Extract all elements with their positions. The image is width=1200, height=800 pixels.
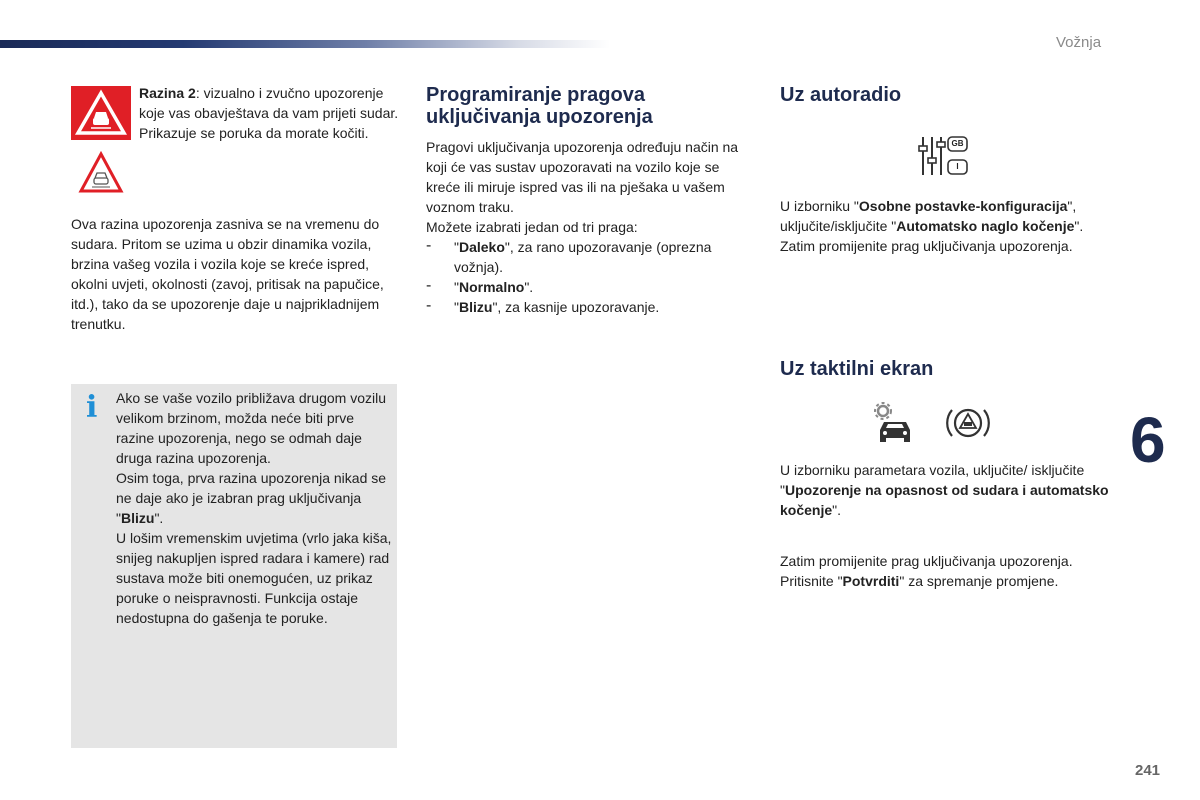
thresholds-section: Programiranje pragova uključivanja upozorenja Pragovi uključivanja upozorenja određuju način na koji će vas sustav upozoravati na vozilo koje se kreće ili miruje ispred vas ili na pješaka u vašem voznom traku. Možete izabrati jedan od tri praga: - "Daleko", za rano upozoravanje (oprezna vožnja). - "Normalno". - "Blizu", za kasnije upozoravanje. [426, 84, 756, 317]
vehicle-settings-icon [872, 400, 916, 444]
touchscreen-instructions: U izborniku parametara vozila, uključite/ isključite "Upozorenje na opasnost od sudara i automatsko kočenje". [780, 462, 1109, 518]
list-item: - "Daleko", za rano upozoravanje (oprezna vožnja). [426, 237, 712, 275]
touchscreen-confirm: Zatim promijenite prag uključivanja upozorenja. Pritisnite "Potvrditi" za spremanje promjene. [780, 553, 1073, 589]
touchscreen-heading: Uz taktilni ekran [780, 358, 934, 380]
auto-brake-icon [944, 404, 992, 442]
header-bar [0, 40, 610, 48]
info-icon: i [86, 390, 98, 425]
list-item: - "Blizu", za kasnije upozoravanje. [426, 297, 660, 315]
autoradio-heading: Uz autoradio [780, 84, 902, 106]
autoradio-section [780, 84, 1120, 106]
autoradio-instructions: U izborniku "Osobne postavke-konfiguracija", uključite/isključite "Automatsko naglo kočenje". Zatim promijenite prag uključivanja upozorenja. [780, 198, 1084, 254]
touchscreen-section [780, 358, 1120, 380]
collision-warning-red-icon [71, 86, 131, 140]
info-text: Ako se vaše vozilo približava drugom vozilu velikom brzinom, možda neće biti prve razine upozorenja, nego se odmah daje druga razina upozorenja. Osim toga, prva razina upozorenja nikad se ne daje ako je izabran prag uključivanja "Blizu". U lošim vremenskim uvjetima (vrlo jaka kiša, snijeg nakupljen ispred radara i kamere) rad sustava može biti onemogućen, uz prikaz poruke o neispravnosti. Funkcija ostaje nedostupna do gašenja te poruke. [116, 390, 392, 626]
brake-message: Prikazuje se poruka da morate kočiti. [139, 125, 369, 141]
thresholds-heading: Programiranje pragova uključivanja upozorenja [426, 84, 653, 128]
collision-warning-outline-icon [78, 151, 124, 195]
threshold-explanation: Ova razina upozorenja zasniva se na vremenu do sudara. Pritom se uzima u obzir dinamika vozila, brzina vašeg vozila i vozila koje se kreće ispred, okolni uvjeti, okolnosti (zavoj, pritisak na papučice, itd.), tako da se upozorenje daje u najprikladnijem trenutku. [71, 216, 384, 332]
level2-description: Razina 2: vizualno i zvučno upozorenje koje vas obavještava da vam prijeti sudar. Prikazuje se poruka da morate kočiti. [139, 83, 401, 143]
page-number: 241 [1135, 762, 1161, 779]
section-title: Vožnja [1056, 34, 1102, 51]
settings-sliders-icon: GB I [918, 134, 970, 178]
list-item: - "Normalno". [426, 277, 534, 295]
chapter-number: 6 [1130, 404, 1166, 476]
